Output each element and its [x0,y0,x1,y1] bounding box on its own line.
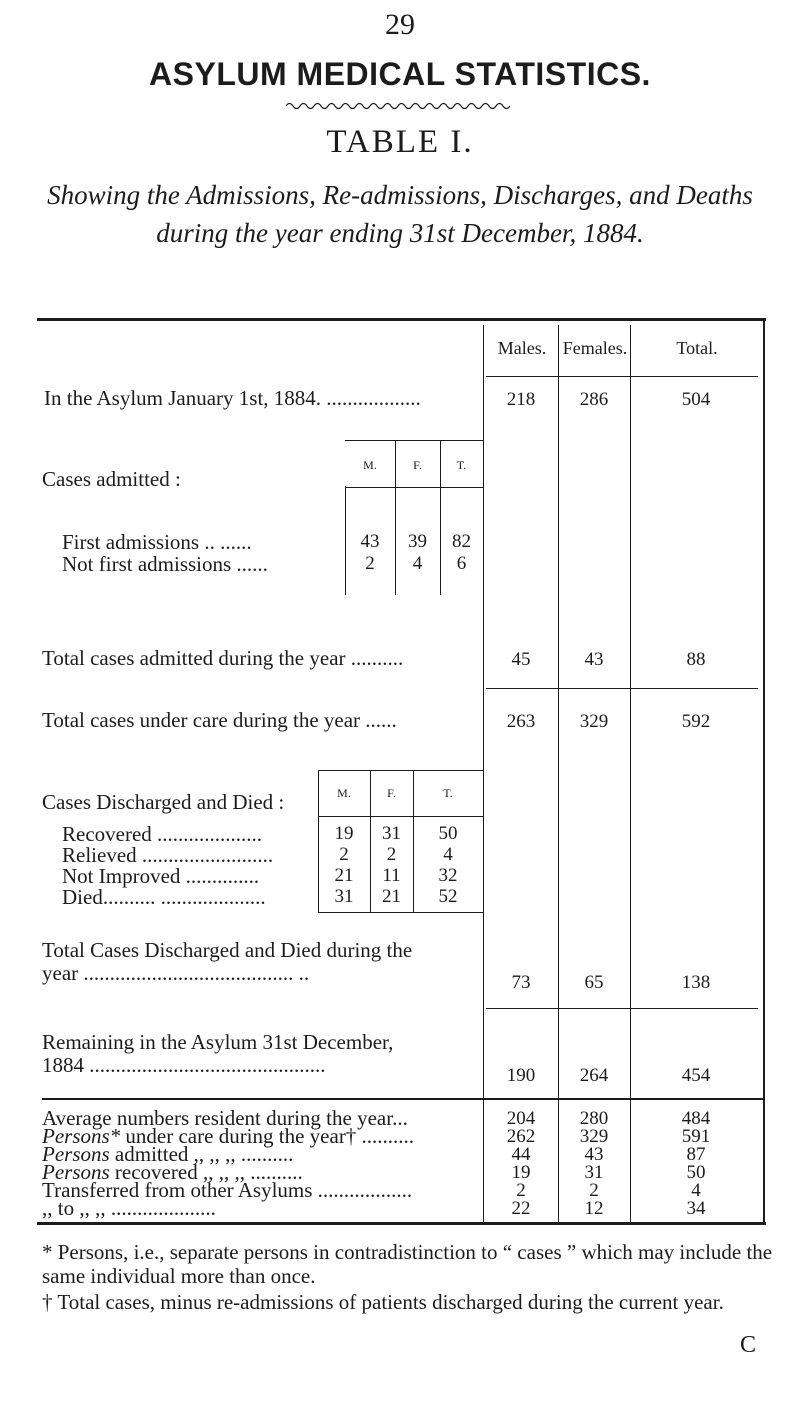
remaining-males: 190 [506,1065,536,1086]
discharged-box-bottom [318,912,483,913]
discharged-row-1-t: 50 [438,823,458,844]
averages-divider [42,1098,764,1100]
footnote-2: † Total cases, minus re-admissions of patients discharged during the current year. [42,1290,724,1314]
avg-row-3-males: 44 [511,1144,531,1165]
discharged-row-4-m: 31 [334,886,354,907]
discharged-row-1-f: 31 [382,823,401,844]
total-discharged-label-1: Total Cases Discharged and Died during the [42,938,413,962]
admitted-row-1-f: 39 [408,531,427,552]
discharged-row-3-t: 32 [438,865,458,886]
admitted-header-t: T. [456,458,467,472]
total-admitted-females: 43 [584,649,604,670]
in-asylum-males: 218 [506,389,536,410]
discharged-row-2-label: Relieved ......................... [62,843,274,867]
admitted-row-1-label: First admissions .. ...... [62,530,252,554]
header-males: Males. [497,338,547,358]
avg-row-4-males: 19 [511,1162,531,1183]
avg-row-4-label-em: Persons [42,1160,110,1184]
table-top-border [37,318,766,321]
under-care-label: Total cases under care during the year ...... [42,708,397,732]
admitted-label: Cases admitted : [42,467,181,491]
remaining-label-2: 1884 ............................................. [42,1053,326,1077]
header-females: Females. [562,338,628,358]
discharged-box-mid [318,816,483,817]
total-admitted-label: Total cases admitted during the year .......... [42,646,404,670]
avg-row-5-label: Transferred from other Asylums .................. [42,1178,413,1202]
under-care-males: 263 [506,711,536,732]
col-divider-males [558,325,559,1223]
admitted-row-2-label: Not first admissions ...... [62,552,268,576]
discharged-header-t: T. [443,786,453,800]
avg-row-2-males: 262 [506,1126,536,1147]
col-divider-labels [483,325,484,1223]
in-asylum-label: In the Asylum January 1st, 1884. .................. [44,386,421,410]
avg-row-5-males: 2 [516,1180,526,1201]
avg-row-2-label-rest: under care during the year† .......... [120,1124,415,1148]
total-discharged-label-2: year ........................................ .. [42,961,310,985]
subtitle-line-2: during the year ending 31st December, 1884. [156,218,644,248]
discharged-row-4-t: 52 [438,886,458,907]
admitted-row-1-t: 82 [452,531,471,552]
wavy-rule [286,101,512,111]
discharged-row-2-f: 2 [386,844,397,865]
header-underline [486,376,758,377]
admitted-row-2-t: 6 [456,553,467,574]
in-asylum-females: 286 [579,389,609,410]
avg-row-4-total: 50 [686,1162,706,1183]
avg-row-3-females: 43 [584,1144,604,1165]
under-care-total: 592 [681,711,711,732]
table-label: TABLE I. [326,124,474,160]
col-divider-females [630,325,631,1223]
avg-row-4-label-rest: recovered ,, ,, ,, .......... [109,1160,303,1184]
admitted-box-mid [345,487,483,488]
subtitle-line-1: Showing the Admissions, Re-admissions, Discharges, and Deaths [47,180,753,210]
avg-row-1-label: Average numbers resident during the year... [42,1106,408,1130]
avg-row-2-total: 591 [681,1126,711,1147]
under-care-females: 329 [579,711,609,732]
discharged-row-2-t: 4 [443,844,453,865]
total-discharged-males: 73 [511,972,531,993]
avg-row-3-total: 87 [686,1144,706,1165]
total-admitted-males: 45 [511,649,531,670]
remaining-total: 454 [681,1065,711,1086]
avg-row-6-label: ,, to ,, ,, .................... [42,1196,216,1220]
total-discharged-total: 138 [681,972,711,993]
remaining-females: 264 [579,1065,609,1086]
avg-row-1-total: 484 [681,1108,711,1129]
in-asylum-total: 504 [681,389,711,410]
table-bottom-border [37,1222,766,1225]
avg-row-3-label-rest: admitted ,, ,, ,, .......... [109,1142,294,1166]
admitted-row-2-m: 2 [365,553,375,574]
avg-row-1-females: 280 [579,1108,609,1129]
admitted-row-2-f: 4 [412,553,423,574]
discharged-row-1-m: 19 [334,823,354,844]
avg-row-4-females: 31 [584,1162,604,1183]
discharged-row-4-label: Died.......... .................... [62,885,266,909]
avg-row-5-females: 2 [589,1180,599,1201]
avg-row-2-label-em: Persons* [42,1124,121,1148]
discharged-header-m: M. [337,786,351,800]
total-admitted-underline [486,688,758,689]
discharged-box-top [318,770,483,771]
discharged-row-1-label: Recovered .................... [62,822,263,846]
discharged-row-4-f: 21 [382,886,401,907]
avg-row-6-males: 22 [511,1198,531,1219]
total-discharged-underline [486,1008,758,1009]
avg-row-6-females: 12 [584,1198,604,1219]
signature-mark: C [740,1332,757,1358]
avg-row-6-total: 34 [686,1198,706,1219]
avg-row-1-males: 204 [506,1108,536,1129]
remaining-label-1: Remaining in the Asylum 31st December, [42,1030,394,1054]
discharged-row-3-f: 11 [382,865,401,886]
admitted-row-1-m: 43 [360,531,380,552]
discharged-row-2-m: 2 [339,844,349,865]
table-right-border [763,318,765,1225]
total-admitted-total: 88 [686,649,706,670]
avg-row-2-females: 329 [579,1126,609,1147]
header-total: Total. [676,338,718,358]
avg-row-3-label-em: Persons [42,1142,110,1166]
discharged-row-3-m: 21 [334,865,354,886]
discharged-label: Cases Discharged and Died : [42,790,285,814]
page-number: 29 [385,8,415,41]
admitted-header-m: M. [363,458,377,472]
discharged-header-f: F. [387,786,396,800]
page-title: ASYLUM MEDICAL STATISTICS. [149,56,651,92]
avg-row-5-total: 4 [691,1180,701,1201]
admitted-header-f: F. [413,458,422,472]
admitted-box-top [345,440,483,441]
discharged-row-3-label: Not Improved .............. [62,864,260,888]
footnote-1: * Persons, i.e., separate persons in contradistinction to “ cases ” which may include the same individual more than once. [42,1240,773,1288]
total-discharged-females: 65 [584,972,604,993]
